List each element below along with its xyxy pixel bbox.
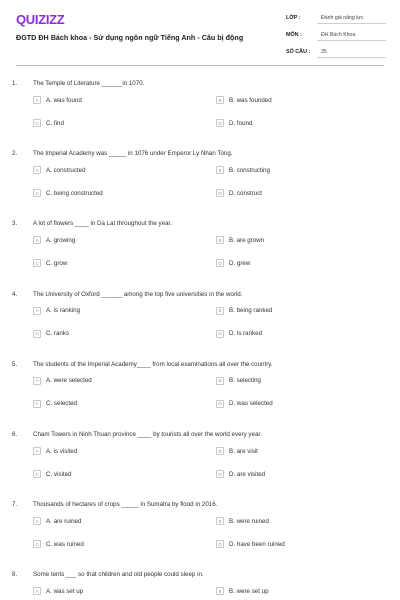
option-text: B. constructing <box>229 166 270 174</box>
option-text: D. was selected <box>229 400 273 408</box>
answer-option[interactable] <box>216 587 269 595</box>
option-letter-box: C <box>33 189 41 197</box>
option-letter-box: A <box>33 377 41 385</box>
answer-option[interactable] <box>33 540 84 548</box>
option-text: B. are grown <box>229 236 265 244</box>
meta-row-class <box>286 12 386 29</box>
option-text: C. find <box>46 119 64 127</box>
option-text: C. was ruined <box>46 540 84 548</box>
option-letter-box: B <box>216 587 224 595</box>
question-text: Cham Towers in Ninh Thuan province ____ by tourists all over the world every year. <box>33 431 262 438</box>
answer-option[interactable] <box>33 166 86 174</box>
question-line <box>12 431 262 438</box>
question-text: Some tents ___ so that children and old people could sleep in. <box>33 571 204 579</box>
answer-option[interactable] <box>216 400 273 408</box>
option-text: C. grow <box>46 259 68 267</box>
answer-option[interactable] <box>216 540 285 548</box>
option-letter-box: C <box>33 119 41 127</box>
answer-option[interactable] <box>216 447 258 455</box>
question-number: 5. <box>12 360 18 368</box>
answer-option[interactable] <box>216 96 272 104</box>
meta-row-count <box>286 46 386 63</box>
option-text: D. construct <box>229 189 263 197</box>
answer-option[interactable] <box>216 259 250 267</box>
option-letter-box: C <box>33 470 41 478</box>
meta-value: ĐH Bách Khoa <box>317 29 386 41</box>
answer-option[interactable] <box>33 259 67 267</box>
option-letter-box: D <box>216 189 224 197</box>
option-text: B. were ruined <box>229 517 269 525</box>
question-text: The University of Oxford ______ among the top five universities in the world. <box>33 290 243 298</box>
meta-label: MÔN : <box>286 32 302 38</box>
answer-option[interactable] <box>216 119 252 127</box>
answer-option[interactable] <box>33 189 103 197</box>
answer-option[interactable] <box>33 517 81 525</box>
meta-value: 35 <box>317 46 386 58</box>
option-letter-box: A <box>33 587 41 595</box>
option-letter-box: B <box>216 447 224 455</box>
question-line <box>12 291 242 298</box>
question-line <box>12 501 217 508</box>
option-text: B. being ranked <box>229 307 273 315</box>
answer-option[interactable] <box>33 470 71 478</box>
answer-option[interactable] <box>216 330 262 338</box>
option-letter-box: A <box>33 517 41 525</box>
option-text: D. have been ruined <box>229 540 285 548</box>
answer-option[interactable] <box>33 447 77 455</box>
header-divider <box>16 65 384 66</box>
answer-option[interactable] <box>33 400 77 408</box>
option-letter-box: D <box>216 119 224 127</box>
answer-option[interactable] <box>216 189 262 197</box>
question-line <box>12 571 204 578</box>
quizizz-logo: QUIZIZZ <box>16 12 65 27</box>
option-letter-box: A <box>33 166 41 174</box>
option-text: B. was founded <box>229 96 272 104</box>
option-text: A. is visited <box>46 447 78 455</box>
option-letter-box: C <box>33 330 41 338</box>
answer-option[interactable] <box>216 470 265 478</box>
option-letter-box: A <box>33 236 41 244</box>
answer-option[interactable] <box>33 119 64 127</box>
answer-option[interactable] <box>33 330 69 338</box>
answer-option[interactable] <box>216 307 272 315</box>
option-text: A. was found <box>46 96 82 104</box>
option-letter-box: D <box>216 540 224 548</box>
option-text: A. constructed <box>46 166 86 174</box>
option-text: A. were selected <box>46 377 92 385</box>
option-letter-box: A <box>33 96 41 104</box>
question-number: 6. <box>12 431 18 438</box>
meta-label: SỐ CÂU : <box>286 49 311 55</box>
answer-option[interactable] <box>33 96 82 104</box>
answer-option[interactable] <box>216 517 269 525</box>
question-text: The Imperial Academy was _____ in 1076 under Emperor Ly Nhan Tong. <box>33 150 233 158</box>
option-text: D. are visited <box>229 470 266 478</box>
option-letter-box: D <box>216 400 224 408</box>
option-letter-box: B <box>216 517 224 525</box>
option-letter-box: A <box>33 447 41 455</box>
answer-option[interactable] <box>216 236 264 244</box>
worksheet-meta <box>286 12 386 63</box>
option-text: D. found <box>229 119 253 127</box>
option-text: B. were set up <box>229 587 269 595</box>
question-number: 4. <box>12 290 18 298</box>
question-number: 3. <box>12 220 18 228</box>
option-letter-box: B <box>216 166 224 174</box>
option-text: D. grew <box>229 259 251 267</box>
option-text: C. being constructed <box>46 189 103 197</box>
question-number: 7. <box>12 501 18 509</box>
meta-label: LỚP : <box>286 15 301 21</box>
option-text: C. selected <box>46 400 77 408</box>
option-letter-box: C <box>33 400 41 408</box>
question-text: Thousands of hectares of crops _____ in Sumatra by flood in 2016. <box>33 501 218 509</box>
answer-option[interactable] <box>33 377 92 385</box>
option-letter-box: D <box>216 259 224 267</box>
answer-option[interactable] <box>33 307 80 315</box>
option-letter-box: B <box>216 377 224 385</box>
option-letter-box: C <box>33 259 41 267</box>
option-letter-box: A <box>33 307 41 315</box>
question-line <box>12 80 144 87</box>
question-number: 2. <box>12 150 18 158</box>
question-text: A lot of flowers ____ in Da Lat throughout the year. <box>33 220 172 228</box>
question-text: The Temple of Literature ______in 1070. <box>33 80 145 87</box>
worksheet-title: ĐGTD ĐH Bách khoa - Sử dụng ngôn ngữ Tiếng Anh - Câu bị động <box>16 33 244 42</box>
option-letter-box: B <box>216 96 224 104</box>
question-number: 1. <box>12 80 18 87</box>
meta-value: Đánh giá năng lực <box>317 12 386 24</box>
option-text: D. is ranked <box>229 330 263 338</box>
option-text: B. are visit <box>229 447 258 455</box>
question-line <box>12 150 233 157</box>
option-text: C. visited <box>46 470 72 478</box>
answer-option[interactable] <box>33 587 83 595</box>
question-line <box>12 361 273 368</box>
question-line <box>12 220 172 227</box>
option-text: B. selecting <box>229 377 261 385</box>
option-letter-box: B <box>216 307 224 315</box>
option-text: A. growing <box>46 236 76 244</box>
option-text: A. are ruined <box>46 517 82 525</box>
option-letter-box: D <box>216 470 224 478</box>
option-text: A. was set up <box>46 587 84 595</box>
option-letter-box: C <box>33 540 41 548</box>
answer-option[interactable] <box>216 166 270 174</box>
meta-row-subject <box>286 29 386 46</box>
question-text: The students of the Imperial Academy____ from local examinations all over the country. <box>33 360 273 368</box>
option-text: C. ranks <box>46 330 70 338</box>
answer-option[interactable] <box>216 377 261 385</box>
option-text: A. is ranking <box>46 307 81 315</box>
option-letter-box: D <box>216 330 224 338</box>
answer-option[interactable] <box>33 236 75 244</box>
question-number: 8. <box>12 571 18 579</box>
option-letter-box: B <box>216 236 224 244</box>
